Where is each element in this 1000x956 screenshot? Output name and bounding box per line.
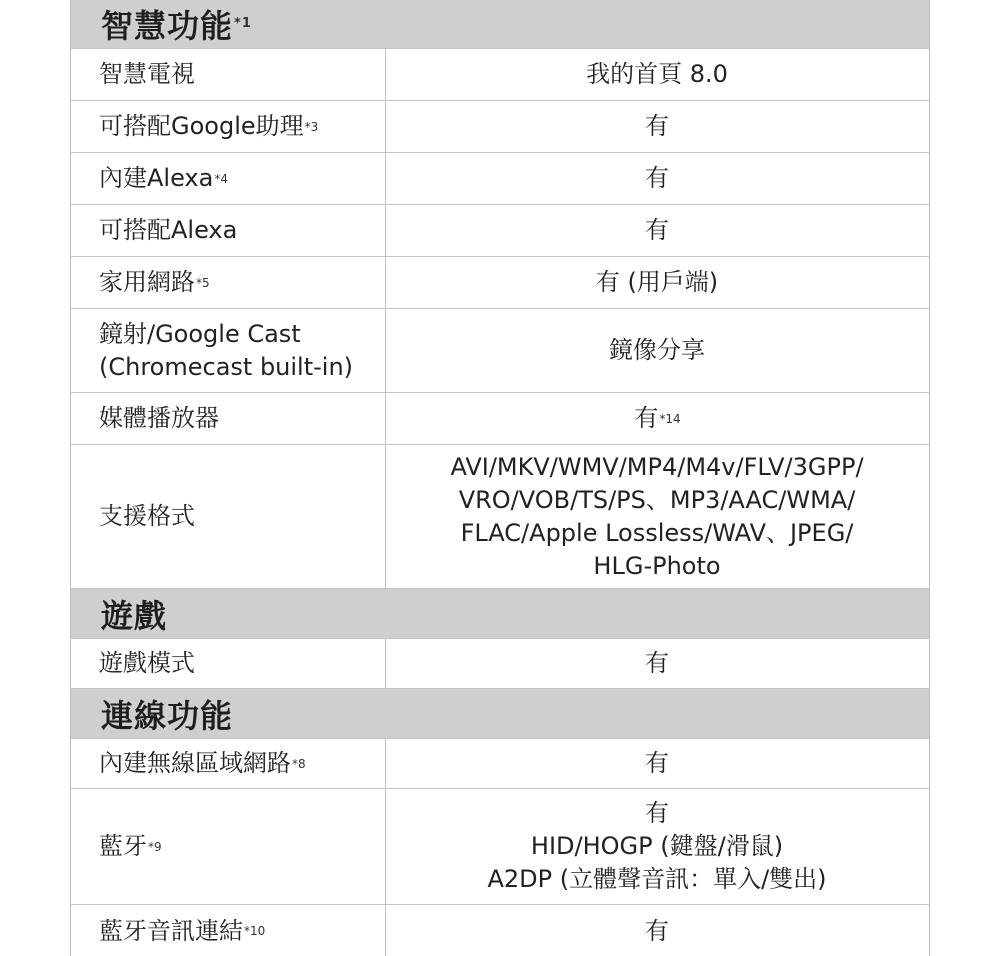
spec-row-bluetooth	[71, 789, 929, 905]
spec-row-bluetooth-audio-link	[71, 905, 929, 956]
spec-label	[71, 309, 386, 392]
spec-value	[386, 789, 929, 904]
spec-label-text: 遊戲模式	[99, 649, 195, 677]
spec-value-text: 有	[645, 112, 669, 140]
spec-value	[386, 257, 929, 308]
spec-value	[386, 153, 929, 204]
spec-row-built-in-alexa	[71, 153, 929, 205]
spec-row-game-mode	[71, 639, 929, 689]
section-header-gaming	[71, 589, 929, 639]
spec-label	[71, 639, 386, 688]
spec-label-text: 藍牙音訊連結	[99, 916, 243, 945]
spec-value	[386, 905, 929, 956]
spec-row-works-with-alexa	[71, 205, 929, 257]
spec-value-text: 有	[645, 916, 669, 945]
spec-label-text: 智慧電視	[99, 60, 195, 88]
section-title: 智慧功能	[101, 7, 234, 45]
spec-value-text: 有 (用戶端)	[595, 268, 719, 296]
spec-value	[386, 309, 929, 392]
spec-label-text: 內建無線區域網路	[99, 749, 291, 777]
spec-label: 可搭配Google助理 *3	[71, 101, 386, 152]
spec-label-text: 支援格式	[99, 502, 195, 530]
spec-label-text: 媒體播放器	[99, 404, 219, 432]
spec-label-text: 內建Alexa	[99, 164, 214, 192]
spec-value-text: 有	[645, 216, 669, 244]
section-title: 遊戲	[101, 596, 168, 635]
spec-label: 藍牙 *9	[71, 789, 386, 904]
spec-label: 藍牙音訊連結 *10	[71, 905, 386, 956]
section-title: 連線功能	[101, 696, 234, 735]
spec-label-text: 可搭配Google助理	[99, 112, 304, 140]
spec-value-text: 有	[645, 164, 669, 192]
section-header-smart-features: 智慧功能 *1	[71, 0, 929, 49]
spec-value-text: 有	[645, 649, 669, 677]
spec-row-media-player	[71, 393, 929, 445]
spec-value-text: 鏡像分享	[609, 336, 705, 364]
spec-value-text: 有	[645, 749, 669, 777]
spec-value	[386, 205, 929, 256]
spec-label	[71, 445, 386, 588]
spec-label-text: 家用網路	[99, 268, 195, 296]
spec-row-google-cast	[71, 309, 929, 393]
spec-value-text: 有 HID/HOGP (鍵盤/滑鼠) A2DP (立體聲音訊：單入/雙出)	[487, 799, 827, 893]
spec-label	[71, 49, 386, 100]
spec-table	[70, 0, 930, 956]
spec-label	[71, 393, 386, 444]
spec-value-text: 我的首頁 8.0	[586, 60, 728, 88]
spec-value	[386, 445, 929, 588]
spec-label-text: 鏡射/Google Cast (Chromecast built-in)	[99, 319, 354, 381]
spec-label: 內建Alexa *4	[71, 153, 386, 204]
spec-row-built-in-wifi	[71, 739, 929, 789]
spec-value	[386, 639, 929, 688]
spec-label-text: 藍牙	[99, 832, 147, 860]
spec-value: 有 *14	[386, 393, 929, 444]
spec-value	[386, 101, 929, 152]
spec-label-text: 可搭配Alexa	[99, 216, 238, 244]
spec-value-text: AVI/MKV/WMV/MP4/M4v/FLV/3GPP/ VRO/VOB/TS/PS、MP3/AAC/WMA/ FLAC/Apple Lossless/WAV、JPEG/ HLG-Photo	[450, 452, 864, 580]
spec-row-supported-formats	[71, 445, 929, 589]
spec-label: 內建無線區域網路 *8	[71, 739, 386, 788]
spec-value	[386, 739, 929, 788]
spec-row-home-network	[71, 257, 929, 309]
spec-row-google-assistant	[71, 101, 929, 153]
section-header-connectivity	[71, 689, 929, 739]
spec-label: 家用網路 *5	[71, 257, 386, 308]
spec-label	[71, 205, 386, 256]
spec-row-smart-tv	[71, 49, 929, 101]
spec-value	[386, 49, 929, 100]
spec-value-text: 有	[634, 404, 659, 432]
